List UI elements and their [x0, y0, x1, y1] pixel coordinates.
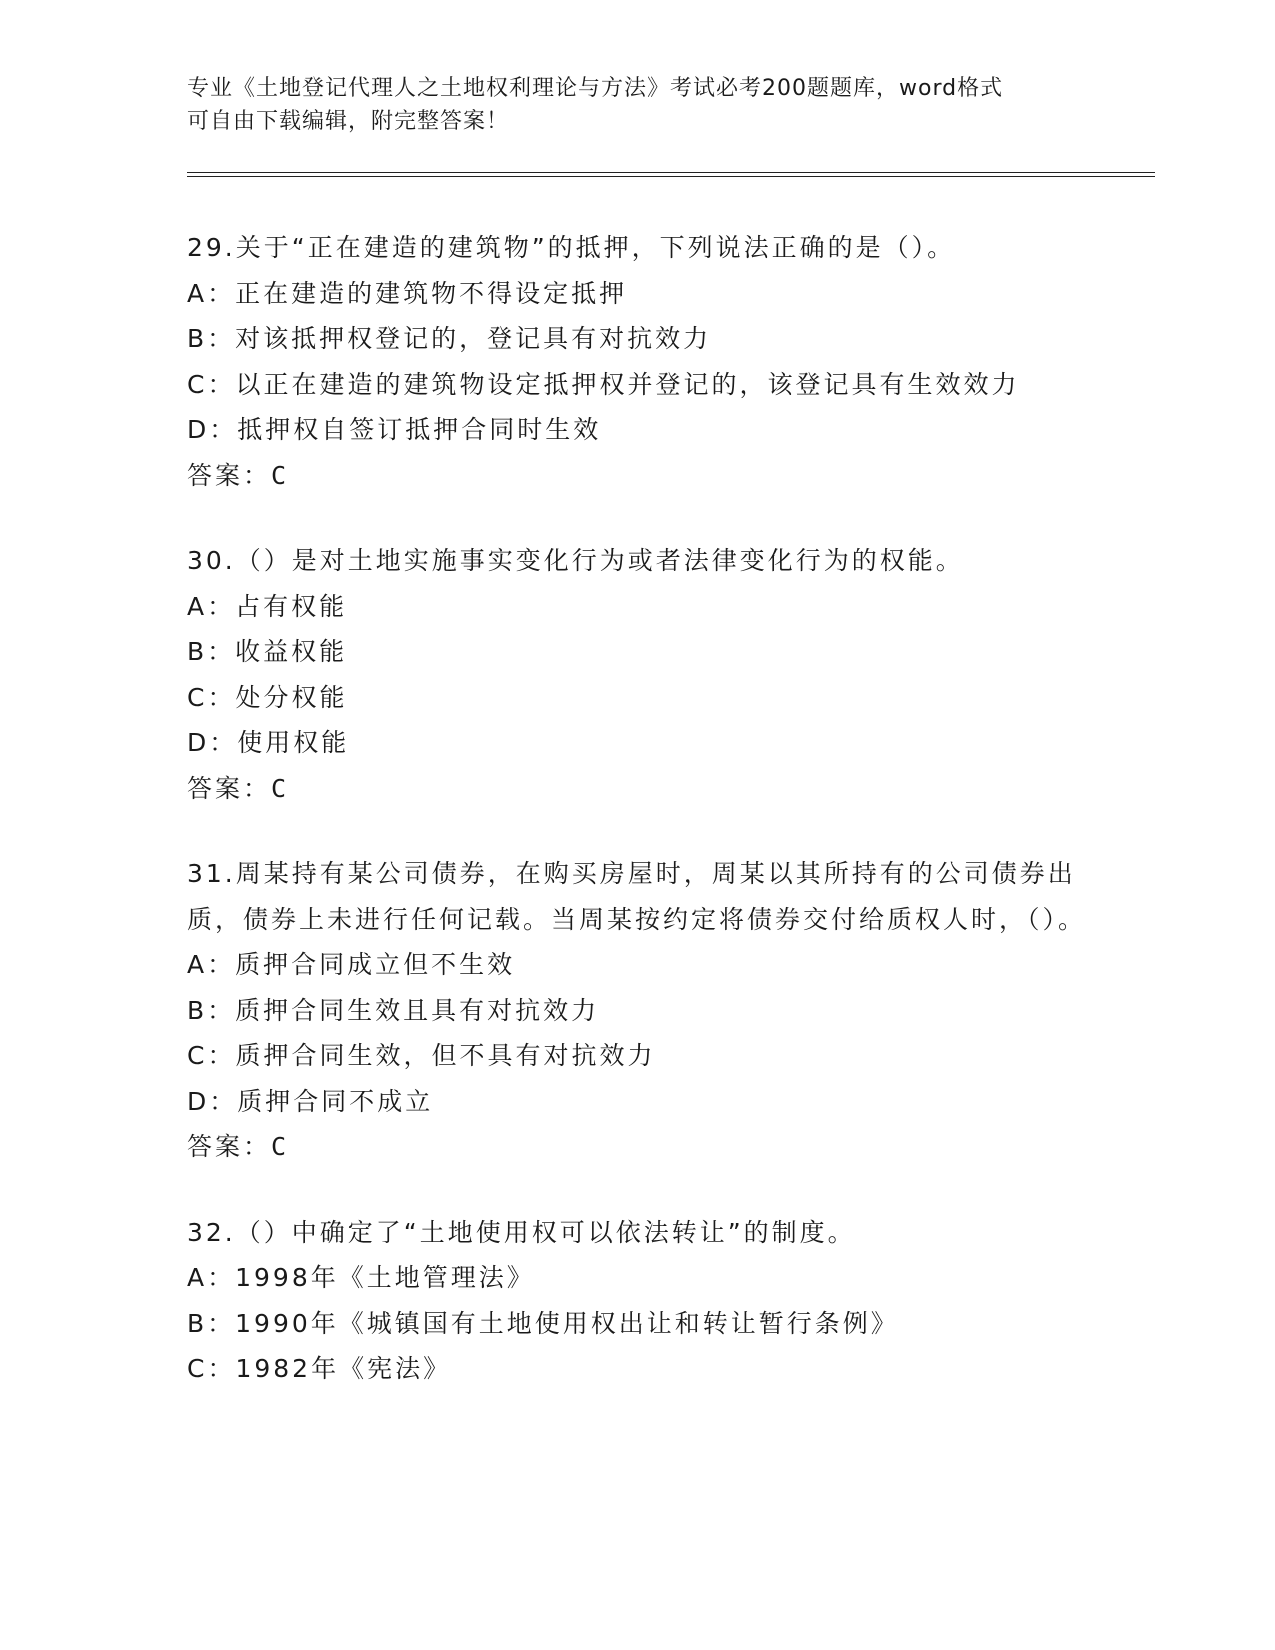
answer-line	[187, 1124, 1147, 1170]
option-b: B：收益权能	[187, 637, 348, 666]
answer-line	[187, 453, 1147, 499]
header-line-1: 专业《土地登记代理人之土地权利理论与方法》考试必考200题题库，word格式	[187, 76, 1004, 101]
question-stem: 30.（）是对土地实施事实变化行为或者法律变化行为的权能。	[187, 546, 964, 575]
header-double-rule	[187, 172, 1155, 177]
option-a: A：占有权能	[187, 591, 348, 621]
option-a: A：质押合同成立但不生效	[187, 950, 516, 979]
option-c: C：处分权能	[187, 682, 348, 712]
question-stem: 29.关于“正在建造的建筑物”的抵押，下列说法正确的是（）。	[187, 233, 956, 262]
option-b: B：对该抵押权登记的，登记具有对抗效力	[187, 324, 712, 353]
answer-value: C	[271, 773, 290, 803]
answer-value: C	[271, 460, 290, 490]
answer-label: 答案：	[187, 1132, 272, 1161]
question-stem: 32.（）中确定了“土地使用权可以依法转让”的制度。	[187, 1217, 856, 1247]
answer-line	[187, 766, 1147, 812]
question-30	[187, 538, 1147, 811]
header-line-2: 可自由下载编辑，附完整答案！	[187, 109, 510, 134]
option-d: D：抵押权自签订抵押合同时生效	[187, 415, 602, 444]
option-c: C：以正在建造的建筑物设定抵押权并登记的，该登记具有生效效力	[187, 369, 1020, 399]
option-c: C：1982年《宪法》	[187, 1354, 452, 1383]
question-29	[187, 225, 1147, 498]
question-31	[187, 851, 1147, 1170]
answer-label: 答案：	[187, 460, 272, 490]
option-a: A：正在建造的建筑物不得设定抵押	[187, 278, 628, 308]
option-c: C：质押合同生效，但不具有对抗效力	[187, 1041, 656, 1070]
option-a: A：1998年《土地管理法》	[187, 1263, 535, 1292]
document-header	[187, 72, 1087, 138]
answer-label: 答案：	[187, 773, 272, 803]
option-d: D：质押合同不成立	[187, 1086, 434, 1116]
option-d: D：使用权能	[187, 728, 350, 757]
question-stem: 31.周某持有某公司债券，在购买房屋时，周某以其所持有的公司债券出质，债券上未进行任何记载。当周某按约定将债券交付给质权人时，（）。	[187, 859, 1087, 934]
option-b: B：1990年《城镇国有土地使用权出让和转让暂行条例》	[187, 1308, 899, 1338]
option-b: B：质押合同生效且具有对抗效力	[187, 995, 600, 1025]
document-page	[187, 72, 1147, 1392]
question-32	[187, 1210, 1147, 1392]
answer-value: C	[271, 1132, 290, 1161]
